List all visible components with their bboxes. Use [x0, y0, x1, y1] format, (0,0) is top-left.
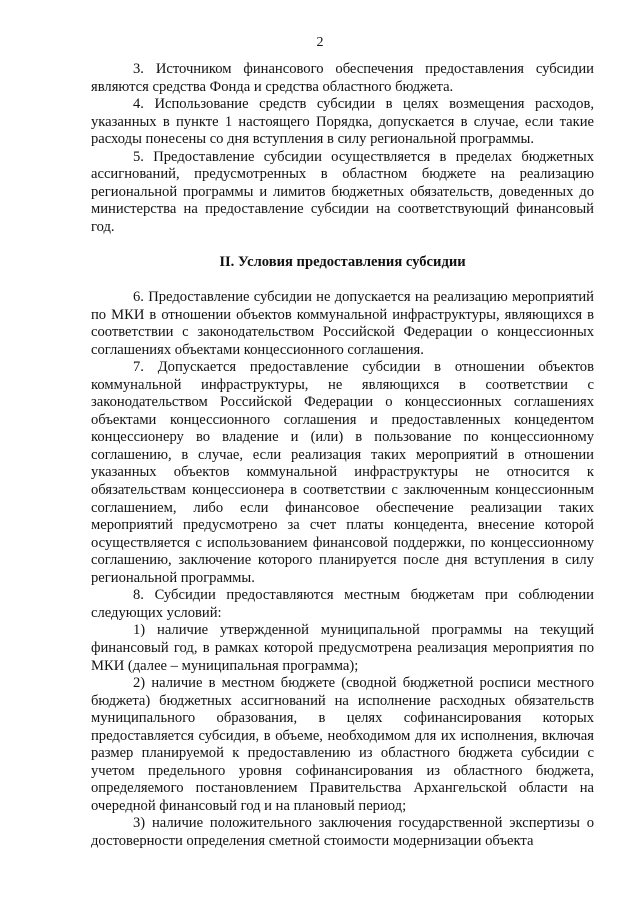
- paragraph: 7. Допускается предоставление субсидии в отношении объектов коммунальной инфраструктуры, не являющихся в соответствии с законодательством Российской Федерации о концессионных соглашениях объектами концессионного соглашения и предоставленных концедентом концессионеру во владение и (или) в пользование по концессионному соглашению, в случае, если реализация таких мероприятий в отношении указанных объектов коммунальной инфраструктуры не относится к обязательствам концессионера в соответствии с заключенным концессионным соглашением, либо если финансовое обеспечение реализации таких мероприятий предусмотрено за счет платы концедента, внесение которой осуществляется с использованием финансовой поддержки, по концессионному соглашению, заключение которого планируется после дня вступления в силу региональной программы.: [91, 359, 594, 586]
- section-heading: II. Условия предоставления субсидии: [219, 253, 466, 270]
- list-item: 1) наличие утвержденной муниципальной программы на текущий финансовый год, в рамках которой предусмотрена реализация мероприятия по МКИ (далее – муниципальная программа);: [91, 622, 594, 674]
- document-body: [91, 61, 594, 851]
- paragraph: 4. Использование средств субсидии в целях возмещения расходов, указанных в пункте 1 настоящего Порядка, допускается в случае, если такие расходы понесены со дня вступления в силу региональной программы.: [91, 96, 594, 148]
- paragraph: 6. Предоставление субсидии не допускается на реализацию мероприятий по МКИ в отношении объектов коммунальной инфраструктуры, являющихся в соответствии с законодательством Российской Федерации о концессионных соглашениях объектами концессионного соглашения.: [91, 289, 594, 358]
- list-item: 2) наличие в местном бюджете (сводной бюджетной росписи местного бюджета) бюджетных ассигнований на исполнение расходных обязательств муниципального образования, в целях софинансирования которых предоставляется субсидия, в объеме, необходимом для их исполнения, включая размер планируемой к предоставлению из областного бюджета субсидии с учетом предельного уровня софинансирования из областного бюджета, определяемого постановлением Правительства Архангельской области на очередной финансовый год и на плановый период;: [91, 675, 594, 814]
- list-item: 3) наличие положительного заключения государственной экспертизы о достоверности определения сметной стоимости модернизации объекта: [91, 815, 594, 849]
- page-number: 2: [316, 35, 324, 50]
- paragraph: 5. Предоставление субсидии осуществляется в пределах бюджетных ассигнований, предусмотренных в областном бюджете на реализацию региональной программы и лимитов бюджетных обязательств, доведенных до министерства на предоставление субсидии на соответствующий финансовый год.: [91, 148, 594, 235]
- paragraph: 8. Субсидии предоставляются местным бюджетам при соблюдении следующих условий:: [91, 587, 594, 621]
- paragraph: 3. Источником финансового обеспечения предоставления субсидии являются средства Фонда и средства областного бюджета.: [91, 61, 594, 95]
